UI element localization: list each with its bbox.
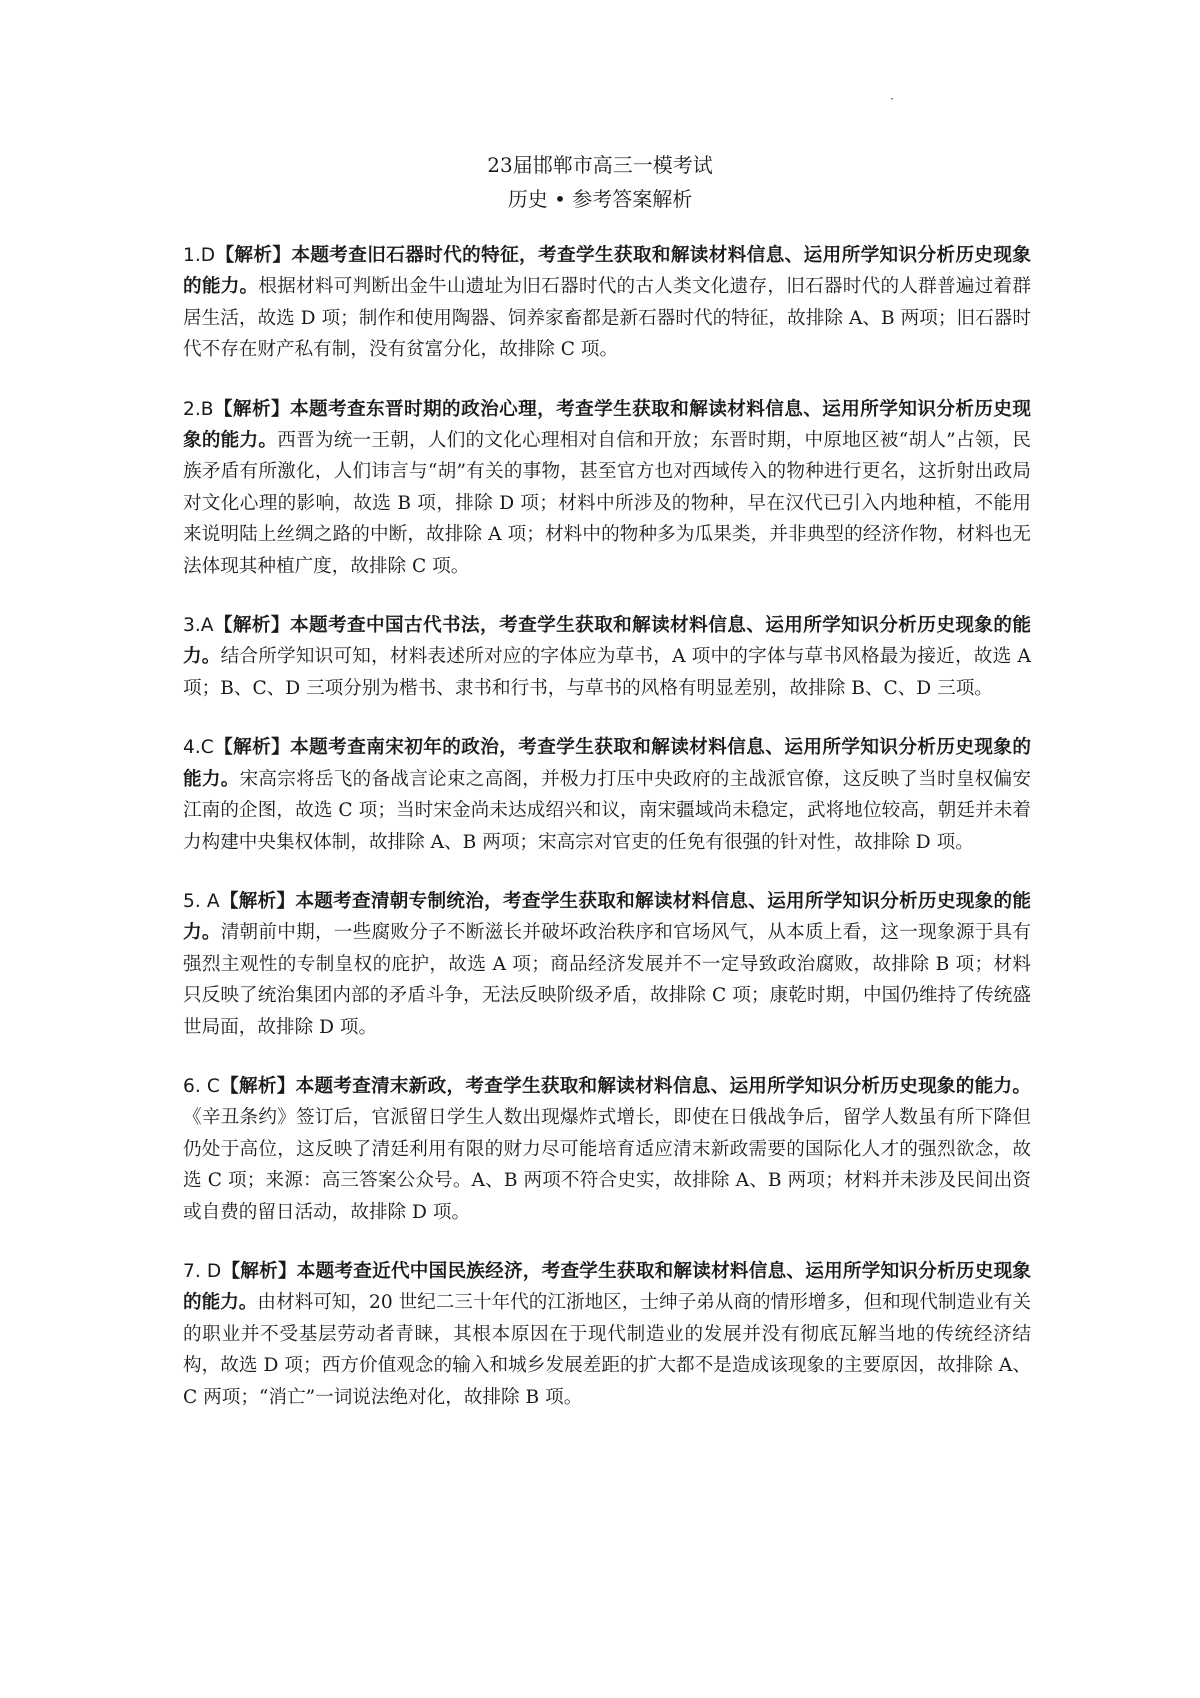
answer-body: 清朝前中期，一些腐败分子不断滋长并破坏政治秩序和官场风气，从本质上看，这一现象源于具有强烈主观性的专制皇权的庇护，故选 A 项；商品经济发展并不一定导致政治腐败，故排除 B 项；材料只反映了统治集团内部的矛盾斗争，无法反映阶级矛盾，故排除 C 项；康乾时期，中国仍维持了传统盛世局面，故排除 D 项。 — [183, 922, 1031, 1038]
answer-body: 西晋为统一王朝，人们的文化心理相对自信和开放；东晋时期，中原地区被“胡人”占领，民族矛盾有所激化，人们讳言与“胡”有关的事物，甚至官方也对西域传入的物种进行更名，这折射出政局对文化心理的影响，故选 B 项，排除 D 项；材料中所涉及的物种，早在汉代已引入内地种植，不能用来说明陆上丝绸之路的中断，故排除 A 项；材料中的物种多为瓜果类，并非典型的经济作物，材料也无法体现其种植广度，故排除 C 项。 — [183, 430, 1031, 577]
answer-lead: 本题考查近代中国民族经济，考查学生获取和解读材料信息、运用所学知识分析历史现象的能力。 — [183, 1260, 1031, 1314]
answer-body: 由材料可知，20 世纪二三十年代的江浙地区，士绅子弟从商的情形增多，但和现代制造业有关的职业并不受基层劳动者青睐，其根本原因在于现代制造业的发展并没有彻底瓦解当地的传统经济结构，故选 D 项；西方价值观念的输入和城乡发展差距的扩大都不是造成该现象的主要原因，故排除 A、C 两项；“消亡”一词说法绝对化，故排除 B 项。 — [183, 1292, 1031, 1408]
answer-lead: 本题考查南宋初年的政治，考查学生获取和解读材料信息、运用所学知识分析历史现象的能力。 — [183, 737, 1031, 790]
answer-number: 7. D — [183, 1260, 222, 1282]
page-mark: · — [890, 92, 894, 106]
document-header — [0, 148, 1200, 216]
answer-lead: 本题考查清朝专制统治，考查学生获取和解读材料信息、运用所学知识分析历史现象的能力。 — [183, 890, 1031, 944]
answer-item-5 — [183, 886, 1031, 1043]
answer-body: 根据材料可判断出金牛山遗址为旧石器时代的古人类文化遗存，旧石器时代的人群普遍过着群居生活，故选 D 项；制作和使用陶器、饲养家畜都是新石器时代的特征，故排除 A、B 两项；旧石器时代不存在财产私有制，没有贫富分化，故排除 C 项。 — [183, 276, 1031, 361]
answer-number: 3.A — [183, 615, 214, 637]
answer-item-4 — [183, 732, 1031, 858]
answer-item-2 — [183, 394, 1031, 582]
answer-lead: 本题考查中国古代书法，考查学生获取和解读材料信息、运用所学知识分析历史现象的能力。 — [183, 615, 1031, 668]
document-subtitle: 历史 • 参考答案解析 — [507, 187, 693, 211]
analysis-tag: 【解析】 — [213, 615, 290, 637]
analysis-tag: 【解析】 — [219, 1075, 296, 1097]
answer-number: 1.D — [183, 245, 216, 266]
answer-item-1 — [183, 240, 1031, 366]
answer-body: 《辛丑条约》签订后，官派留日学生人数出现爆炸式增长，即使在日俄战争后，留学人数虽有所下降但仍处于高位，这反映了清廷利用有限的财力尽可能培育适应清末新政需要的国际化人才的强烈欲念，故选 C 项；来源：高三答案公众号。A、B 两项不符合史实，故排除 A、B 两项；材料并未涉及民间出资或自费的留日活动，故排除 D 项。 — [183, 1107, 1031, 1223]
answer-body: 结合所学知识可知，材料表述所对应的字体应为草书，A 项中的字体与草书风格最为接近，故选 A 项；B、C、D 三项分别为楷书、隶书和行书，与草书的风格有明显差别，故排除 B、C、D 三项。 — [183, 646, 1031, 699]
analysis-tag: 【解析】 — [215, 245, 292, 266]
answer-lead: 本题考查东晋时期的政治心理，考查学生获取和解读材料信息、运用所学知识分析历史现象的能力。 — [183, 398, 1031, 452]
answer-lead: 本题考查清末新政，考查学生获取和解读材料信息、运用所学知识分析历史现象的能力。 — [295, 1075, 1031, 1097]
answer-list — [183, 240, 1031, 1441]
answer-number: 5. A — [183, 890, 220, 912]
answer-number: 6. C — [183, 1075, 220, 1097]
analysis-tag: 【解析】 — [219, 890, 296, 912]
analysis-tag: 【解析】 — [213, 737, 291, 759]
document-title: 23届邯郸市高三一模考试 — [487, 153, 713, 177]
answer-number: 2.B — [183, 398, 214, 420]
answer-item-3 — [183, 610, 1031, 704]
answer-item-6 — [183, 1071, 1031, 1228]
answer-number: 4.C — [183, 737, 214, 759]
answer-body: 宋高宗将岳飞的备战言论束之高阁，并极力打压中央政府的主战派官僚，这反映了当时皇权偏安江南的企图，故选 C 项；当时宋金尚未达成绍兴和议，南宋疆域尚未稳定，武将地位较高，朝廷并未着力构建中央集权体制，故排除 A、B 两项；宋高宗对官吏的任免有很强的针对性，故排除 D 项。 — [183, 768, 1031, 853]
analysis-tag: 【解析】 — [213, 398, 290, 420]
answer-lead: 本题考查旧石器时代的特征，考查学生获取和解读材料信息、运用所学知识分析历史现象的能力。 — [183, 245, 1031, 298]
answer-item-7 — [183, 1256, 1031, 1413]
analysis-tag: 【解析】 — [221, 1260, 297, 1282]
